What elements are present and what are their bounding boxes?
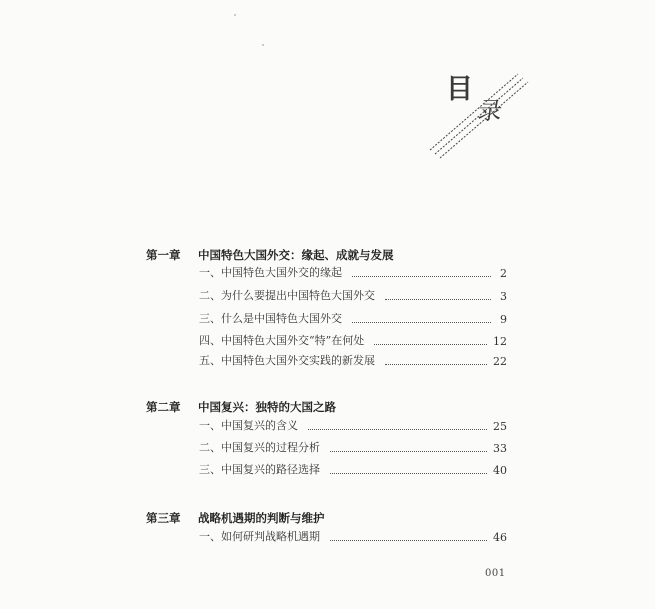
toc-entry[interactable] xyxy=(199,419,507,433)
entry-title: 二、为什么要提出中国特色大国外交 xyxy=(199,289,375,302)
entry-page: 3 xyxy=(500,290,507,303)
entry-title: 四、中国特色大国外交“特”在何处 xyxy=(199,334,365,347)
title-diagonal-lines xyxy=(420,70,530,160)
leader-dots xyxy=(385,299,491,300)
chapter-number: 第三章 xyxy=(146,511,181,525)
leader-dots xyxy=(352,322,491,323)
entry-title: 三、中国复兴的路径选择 xyxy=(199,463,320,476)
entry-title: 二、中国复兴的过程分析 xyxy=(199,441,320,454)
chapter-title: 中国特色大国外交：缘起、成就与发展 xyxy=(198,248,394,262)
chapter-2-heading[interactable] xyxy=(146,399,336,415)
entry-page: 33 xyxy=(493,442,507,455)
entry-title: 一、中国特色大国外交的缘起 xyxy=(199,266,342,279)
scan-speck xyxy=(262,44,264,46)
toc-entry[interactable] xyxy=(199,289,507,303)
entry-title: 一、中国复兴的含义 xyxy=(199,419,298,432)
entry-page: 12 xyxy=(493,335,507,348)
entry-title: 一、如何研判战略机遇期 xyxy=(199,530,320,543)
chapter-number: 第一章 xyxy=(146,248,181,262)
toc-entry[interactable] xyxy=(199,312,507,326)
toc-entry[interactable] xyxy=(199,463,507,477)
entry-title: 三、什么是中国特色大国外交 xyxy=(199,312,342,325)
page-folio: 001 xyxy=(485,568,506,579)
toc-entry[interactable] xyxy=(199,441,507,455)
leader-dots xyxy=(330,473,487,474)
leader-dots xyxy=(330,540,487,541)
leader-dots xyxy=(308,429,487,430)
chapter-3-heading[interactable] xyxy=(146,510,325,526)
entry-page: 22 xyxy=(493,355,507,368)
leader-dots xyxy=(330,451,487,452)
title-char-lu: 录 xyxy=(476,97,504,125)
entry-title: 五、中国特色大国外交实践的新发展 xyxy=(199,354,375,367)
scan-speck xyxy=(234,14,236,16)
entry-page: 40 xyxy=(493,464,507,477)
chapter-number: 第二章 xyxy=(146,400,181,414)
entry-page: 2 xyxy=(500,267,507,280)
entry-page: 25 xyxy=(493,420,507,433)
leader-dots xyxy=(352,276,491,277)
toc-entry[interactable] xyxy=(199,266,507,280)
leader-dots xyxy=(385,364,487,365)
entry-page: 9 xyxy=(500,313,507,326)
title-char-mu: 目 xyxy=(446,74,473,105)
chapter-title: 中国复兴：独特的大国之路 xyxy=(198,400,336,414)
toc-entry[interactable] xyxy=(199,530,507,544)
chapter-1-heading[interactable] xyxy=(146,247,394,263)
chapter-title: 战略机遇期的判断与维护 xyxy=(198,511,325,525)
toc-entry[interactable] xyxy=(199,334,507,348)
entry-page: 46 xyxy=(493,531,507,544)
toc-entry[interactable] xyxy=(199,354,507,368)
leader-dots xyxy=(374,344,487,345)
